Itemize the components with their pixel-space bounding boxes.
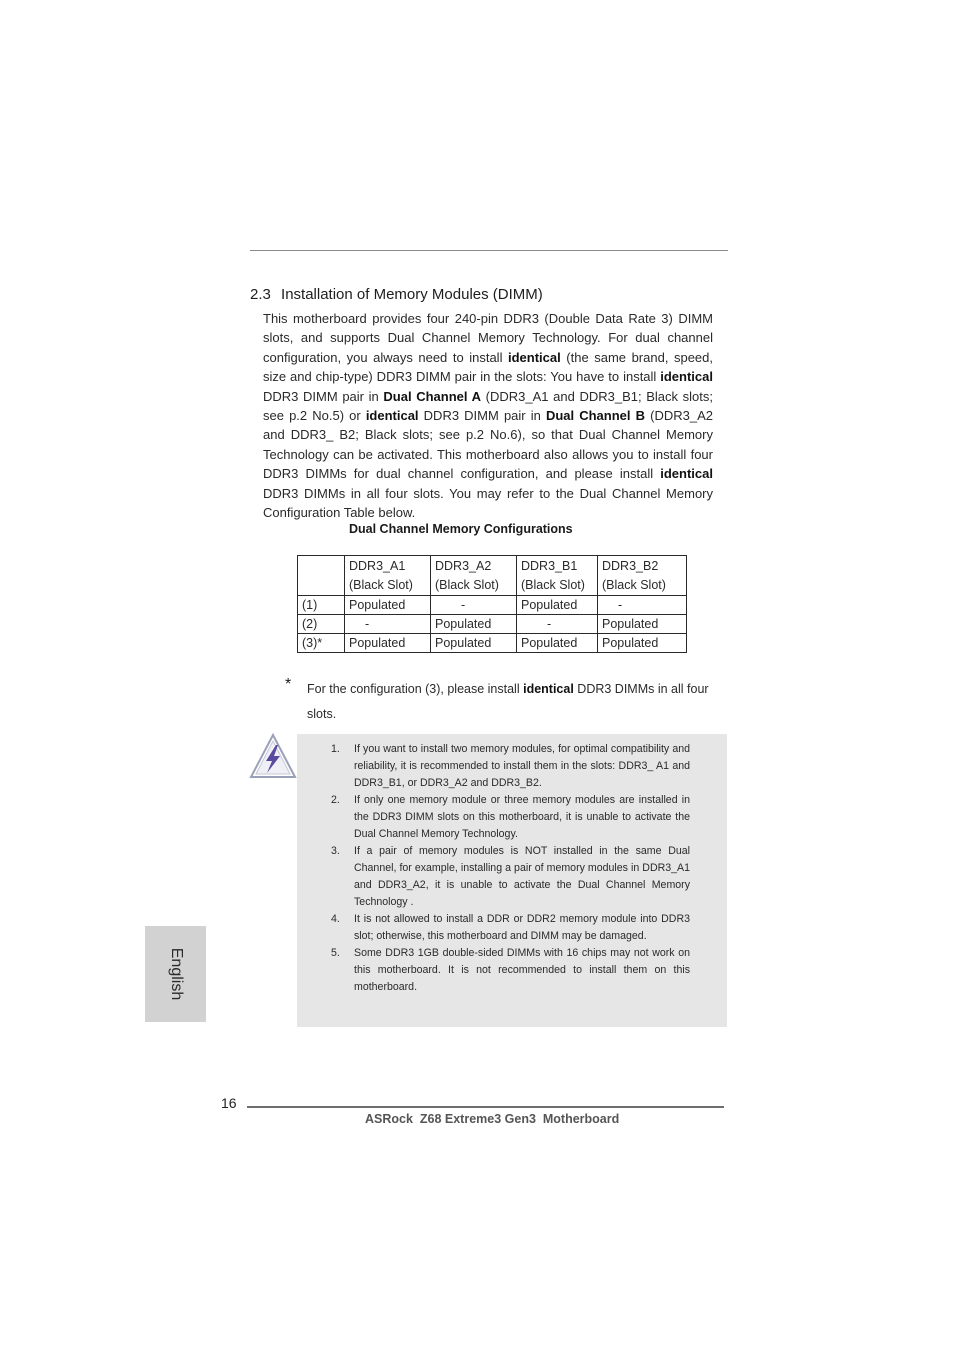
- header-slot-type: (Black Slot): [349, 578, 413, 592]
- table-cell: Populated: [517, 634, 598, 653]
- table-footnote: [307, 677, 727, 727]
- table-cell: Populated: [345, 634, 431, 653]
- table-header-row: [298, 556, 687, 596]
- table-cell: -: [345, 615, 431, 634]
- footnote-asterisk: *: [285, 676, 292, 693]
- intro-bold: Dual Channel A: [383, 388, 482, 404]
- table-cell: -: [598, 596, 687, 615]
- footnote-text: For the configuration (3), please install: [307, 682, 524, 696]
- list-item: [318, 911, 690, 945]
- list-item: [318, 741, 690, 792]
- table-cell: Populated: [598, 615, 687, 634]
- row-label: (1): [298, 596, 345, 615]
- intro-text: (the same brand, speed, size and chip-type) DDR3 DIMM pair in the slots: You have to install: [263, 349, 713, 385]
- list-item: [318, 843, 690, 911]
- page-number: 16: [221, 1095, 237, 1111]
- footer-divider: [247, 1106, 724, 1108]
- table-cell: Populated: [431, 615, 517, 634]
- header-slot-type: (Black Slot): [435, 578, 499, 592]
- table-cell: -: [517, 615, 598, 634]
- note-number: 5.: [331, 947, 340, 959]
- caution-warning-icon: [249, 733, 297, 779]
- header-cell-b2: [598, 556, 687, 596]
- intro-paragraph: [263, 309, 713, 522]
- header-slot: DDR3_B2: [602, 559, 659, 573]
- footer-title: ASRock Z68 Extreme3 Gen3 Motherboard: [365, 1112, 620, 1126]
- header-cell-b1: [517, 556, 598, 596]
- section-heading: [250, 286, 543, 303]
- header-slot: DDR3_A1: [349, 559, 406, 573]
- header-cell-a2: [431, 556, 517, 596]
- footnote-bold: identical: [523, 682, 574, 696]
- intro-text: This motherboard provides four 240-pin DDR3 (Double Data Rate 3) DIMM slots, and supports Dual Channel Memory Technology. For dual channel configuration, you always need to install: [263, 311, 713, 365]
- note-text: If only one memory module or three memory modules are installed in the DDR3 DIMM slots on this motherboard, it is unable to activate the Dual Channel Memory Technology.: [354, 794, 690, 840]
- note-number: 1.: [331, 743, 340, 755]
- note-number: 3.: [331, 845, 340, 857]
- note-text: If you want to install two memory modules, for optimal compatibility and reliability, it is recommended to install them in the slots: DDR3_ A1 and DDR3_B1, or DDR3_A2 and DDR3_B2.: [354, 743, 690, 789]
- section-number: 2.3: [250, 286, 271, 303]
- header-slot-type: (Black Slot): [521, 578, 585, 592]
- memory-config-table: [297, 555, 687, 653]
- header-slot-type: (Black Slot): [602, 578, 666, 592]
- intro-bold: identical: [660, 466, 713, 482]
- table-cell: Populated: [431, 634, 517, 653]
- section-title: Installation of Memory Modules (DIMM): [281, 286, 543, 303]
- header-cell-a1: [345, 556, 431, 596]
- intro-text: (DDR3_A1 and DDR3_B1; Black slots; see p.2 No.5) or: [263, 388, 714, 424]
- language-label: English: [167, 947, 185, 1001]
- note-text: If a pair of memory modules is NOT installed in the same Dual Channel, for example, installing a pair of memory modules in DDR3_A1 and DDR3_A2, it is unable to activate the Dual Channel Memory Technology .: [354, 845, 690, 908]
- footnote-text: DDR3 DIMMs in all four slots.: [307, 682, 709, 721]
- list-item: [318, 945, 690, 996]
- intro-bold: Dual Channel B: [545, 408, 646, 424]
- row-label: (2): [298, 615, 345, 634]
- intro-bold: identical: [508, 349, 561, 365]
- table-cell: Populated: [517, 596, 598, 615]
- note-text: Some DDR3 1GB double-sided DIMMs with 16 chips may not work on this motherboard. It is not recommended to install them on this motherboard.: [354, 947, 690, 993]
- table-row: [298, 596, 687, 615]
- intro-bold: identical: [365, 408, 419, 424]
- table-cell: Populated: [598, 634, 687, 653]
- intro-text: DDR3 DIMM pair in: [418, 408, 546, 424]
- table-row: [298, 634, 687, 653]
- note-number: 4.: [331, 913, 340, 925]
- table-corner-cell: [298, 556, 345, 596]
- table-title: Dual Channel Memory Configurations: [349, 522, 573, 536]
- intro-text: DDR3 DIMMs in all four slots. You may refer to the Dual Channel Memory Configuration Table below.: [263, 485, 713, 521]
- table-cell: Populated: [345, 596, 431, 615]
- intro-text: (DDR3_A2 and DDR3_ B2; Black slots; see p.2 No.6), so that Dual Channel Memory Technology can be activated. This motherboard also allows you to install four DDR3 DIMMs for dual channel configuration, and please install: [263, 408, 713, 482]
- note-number: 2.: [331, 794, 340, 806]
- notes-list: [318, 741, 690, 996]
- header-slot: DDR3_A2: [435, 559, 492, 573]
- intro-bold: identical: [660, 369, 713, 385]
- table-row: [298, 615, 687, 634]
- top-divider: [250, 250, 728, 251]
- list-item: [318, 792, 690, 843]
- intro-text: DDR3 DIMM pair in: [263, 388, 384, 404]
- table-cell: -: [431, 596, 517, 615]
- language-side-tab: [145, 926, 206, 1022]
- header-slot: DDR3_B1: [521, 559, 578, 573]
- note-text: It is not allowed to install a DDR or DDR2 memory module into DDR3 slot; otherwise, this motherboard and DIMM may be damaged.: [354, 913, 690, 942]
- row-label: (3)*: [298, 634, 345, 653]
